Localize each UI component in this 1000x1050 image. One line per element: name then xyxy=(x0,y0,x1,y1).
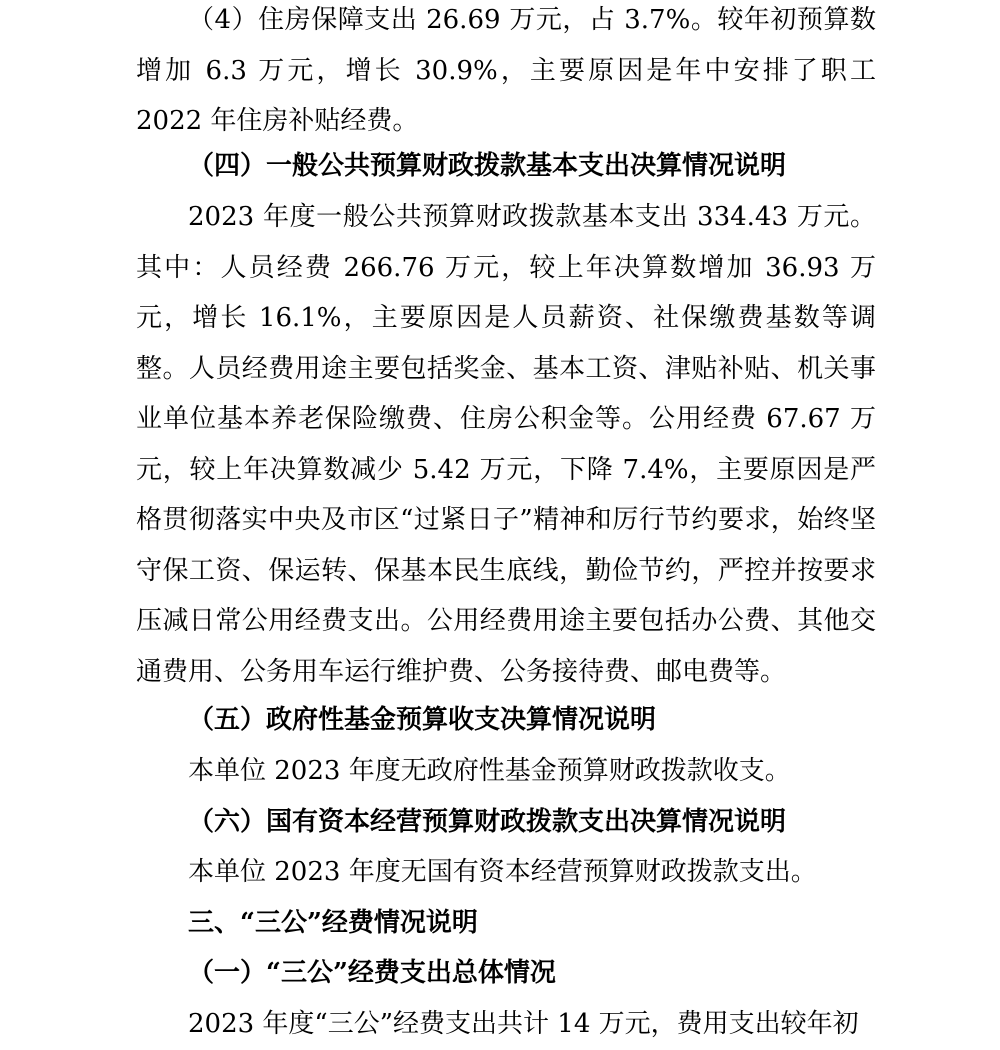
paragraph-housing-expense: （4）住房保障支出 26.69 万元，占 3.7%。较年初预算数增加 6.3 万元，增长 30.9%，主要原因是年中安排了职工 2022 年住房补贴经费。 xyxy=(136,5,876,136)
heading-basic-expense: （四）一般公共预算财政拨款基本支出决算情况说明 xyxy=(188,151,787,181)
paragraph-state-capital: 本单位 2023 年度无国有资本经营预算财政拨款支出。 xyxy=(188,857,817,887)
heading-three-public-overview: （一）“三公”经费支出总体情况 xyxy=(188,958,556,988)
section-title-three-public: 三、“三公”经费情况说明 xyxy=(188,908,478,938)
paragraph-three-public: 2023 年度“三公”经费支出共计 14 万元，费用支出较年初 xyxy=(188,1009,859,1039)
heading-gov-fund: （五）政府性基金预算收支决算情况说明 xyxy=(188,705,657,735)
paragraph-gov-fund: 本单位 2023 年度无政府性基金预算财政拨款收支。 xyxy=(188,756,791,786)
heading-state-capital: （六）国有资本经营预算财政拨款支出决算情况说明 xyxy=(188,807,787,837)
paragraph-basic-expense: 2023 年度一般公共预算财政拨款基本支出 334.43 万元。其中：人员经费 266.76 万元，较上年决算数增加 36.93 万元，增长 16.1%，主要原因是人员薪资、社保缴费基数等调整。人员经费用途主要包括奖金、基本工资、津贴补贴、机关事业单位基本养老保险缴费、住房公积金等。公用经费 67.67 万元，较上年决算数减少 5.42 万元，下降 7.4%，主要原因是严格贯彻落实中央及市区“过紧日子”精神和厉行节约要求，始终坚守保工资、保运转、保基本民生底线，勤俭节约，严控并按要求压减日常公用经费支出。公用经费用途主要包括办公费、其他交通费用、公务用车运行维护费、公务接待费、邮电费等。 xyxy=(136,202,876,687)
